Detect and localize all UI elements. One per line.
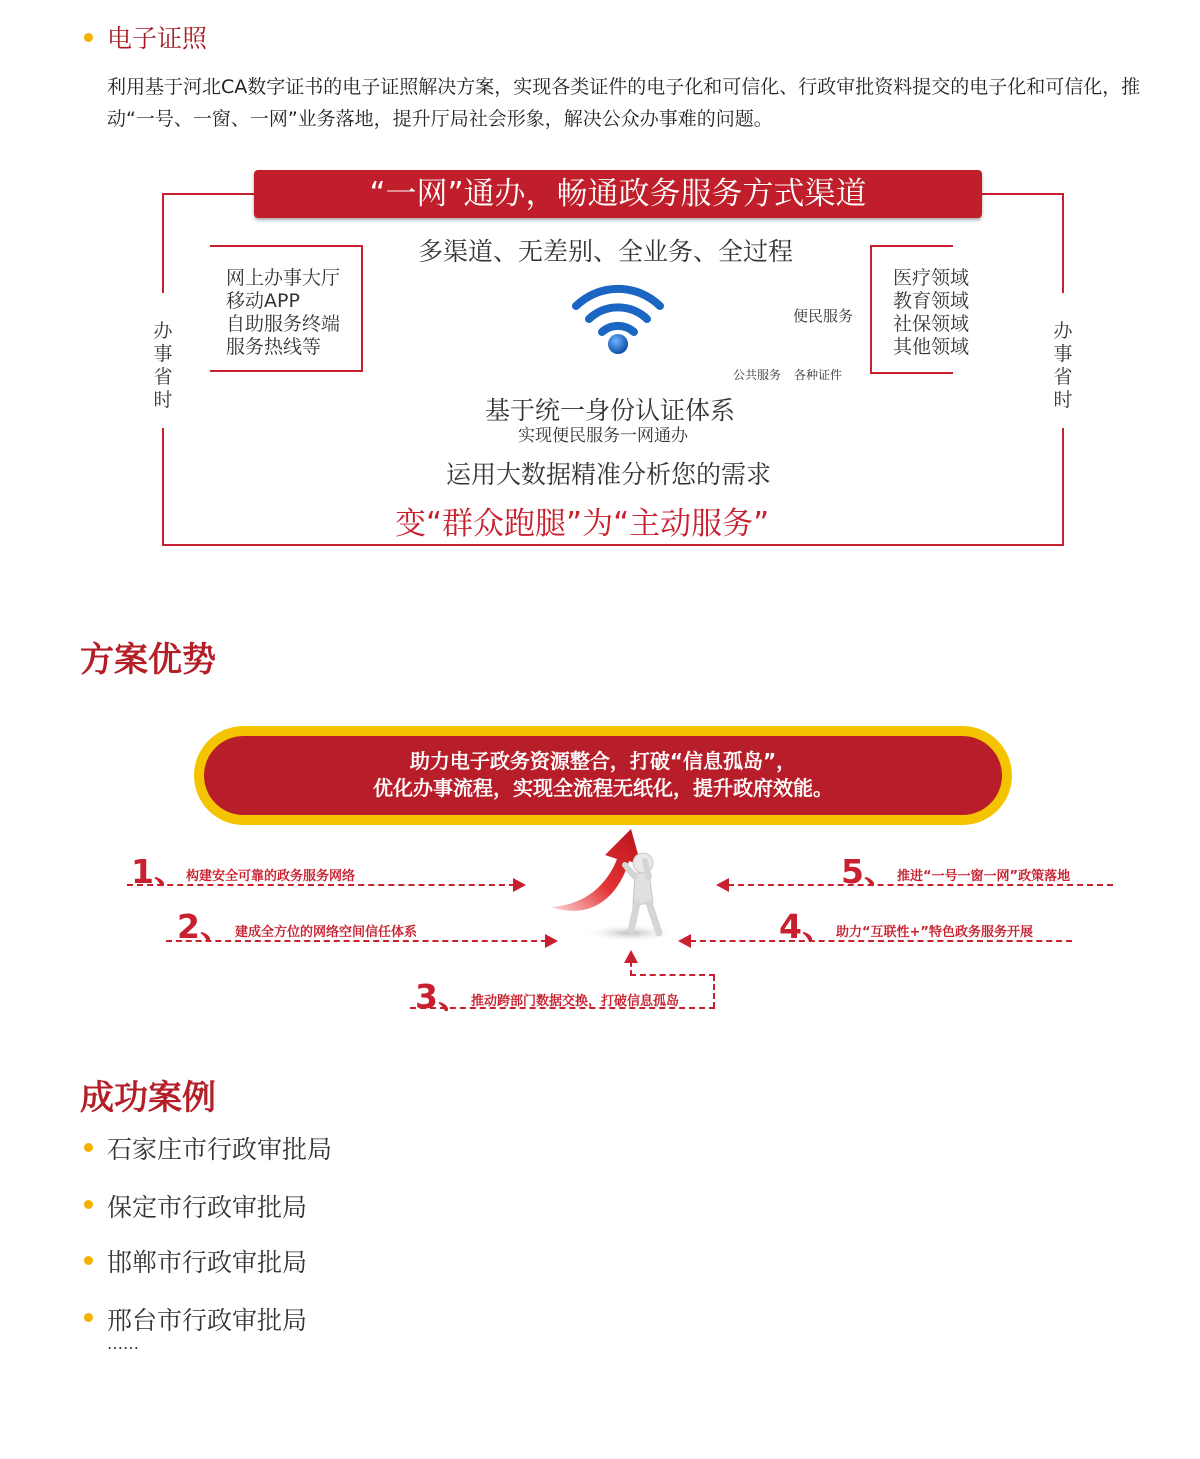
wifi-icon [570,278,666,360]
advantage-number-1: 1、 [131,852,187,891]
case-item: 石家庄市行政审批局 [107,1135,333,1164]
bullet-dot [84,1313,93,1322]
channel-item: 网上办事大厅 [226,267,341,289]
dashed-line-1 [127,884,515,886]
cases-more: …… [107,1334,139,1353]
dashed-line-4 [690,940,1072,942]
channel-item: 自助服务终端 [226,313,341,335]
dashed-riser-3 [713,975,715,1008]
label-public-service: 公共服务 [733,368,782,382]
heading-advantages: 方案优势 [80,640,216,680]
case-item: 邯郸市行政审批局 [107,1248,308,1277]
advantage-number-2: 2、 [177,907,233,946]
domain-list [893,267,969,359]
label-convenience: 便民服务 [793,307,854,325]
diagram-banner: “一网”通办，畅通政务服务方式渠道 [254,170,982,218]
domain-item: 社保领域 [893,313,970,335]
advantage-label-5: 推进“一号一窗一网”政策落地 [897,869,1071,884]
advantage-label-2: 建成全方位的网络空间信任体系 [235,925,418,940]
side-text-left: 办 事 省 时 [153,320,173,411]
bullet-dot [84,1200,93,1209]
frame-top-left [162,193,257,195]
frame-bottom [162,544,1064,546]
dashed-up-3 [630,962,632,975]
line-big-data: 运用大数据精准分析您的需求 [446,460,772,489]
capsule-line-1: 助力电子政务资源整合，打破“信息孤岛”， [409,749,797,773]
person-arrow-illustration [545,825,685,945]
advantages-capsule [204,736,1002,815]
bullet-dot [84,33,93,42]
diagram-slogan: 变“群众跑腿”为“主动服务” [395,506,770,542]
line-one-network: 实现便民服务一网通办 [518,426,688,446]
section-title-eid: 电子证照 [107,24,208,53]
frame-right-lower [1062,428,1064,546]
frame-left-lower [162,428,164,546]
section-eid-paragraph: 利用基于河北CA数字证书的电子证照解决方案，实现各类证件的电子化和可信化、行政审批资料提交的电子化和可信化，推动“一号、一窗、一网”业务落地，提升厅局社会形象，解决公众办事难的问题。 [107,76,1141,130]
line-identity: 基于统一身份认证体系 [485,396,736,425]
frame-left-upper [162,193,164,293]
arrow-right-icon [513,878,526,892]
heading-cases: 成功案例 [80,1078,216,1118]
domain-item: 其他领域 [893,336,970,358]
advantage-label-1: 构建安全可靠的政务服务网络 [186,869,356,884]
advantage-number-4: 4、 [779,907,835,946]
diagram-subtitle: 多渠道、无差别、全业务、全过程 [418,237,794,266]
capsule-line-2: 优化办事流程，实现全流程无纸化，提升政府效能。 [373,776,833,800]
channel-item: 服务热线等 [226,336,322,358]
case-item: 保定市行政审批局 [107,1193,308,1222]
channel-item: 移动APP [226,290,300,312]
bullet-dot [84,1143,93,1152]
side-text-right: 办 事 省 时 [1053,320,1073,411]
frame-top-right [979,193,1064,195]
bullet-dot [84,1256,93,1265]
frame-right-upper [1062,193,1064,293]
domain-item: 教育领域 [893,290,970,312]
label-certificates: 各种证件 [794,368,843,382]
arrow-up-icon [624,950,638,963]
case-item: 邢台市行政审批局 [107,1306,308,1335]
advantage-label-4: 助力“互联性+”特色政务服务开展 [836,925,1033,940]
arrow-right-icon [545,934,558,948]
dashed-line-5 [728,884,1113,886]
advantage-number-3: 3、 [415,977,471,1016]
dashed-connector-3 [630,974,715,976]
dashed-line-2 [166,940,547,942]
domain-item: 医疗领域 [893,267,970,289]
advantage-label-3: 推动跨部门数据交换，打破信息孤岛 [471,994,680,1009]
advantage-number-5: 5、 [841,852,897,891]
dashed-line-3 [410,1007,715,1009]
channel-list [226,267,340,359]
